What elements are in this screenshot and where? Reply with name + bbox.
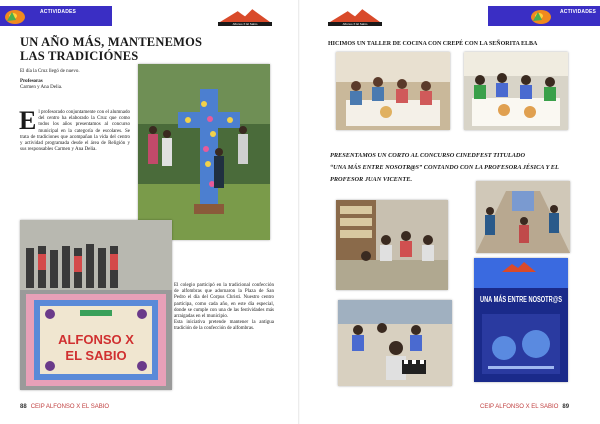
footer-school: CEIP ALFONSO X EL SABIO xyxy=(30,404,110,410)
section-tag: ACTIVIDADES xyxy=(40,9,77,15)
activities-icon xyxy=(530,7,552,25)
article-text: l profesorado conjuntamente con el alumnado del centro ha elaborado la Cruz que como todos los años presentamos al concurso municipal en la categoría de escolares. Se trata de tradiciones que acompañan la vida del centro y actividad programada desde el área de Religión y sus responsables Carmen y Ana Delia. xyxy=(20,110,130,153)
credit-label: Profesoras xyxy=(20,79,43,85)
cooking-photo-2 xyxy=(464,52,568,130)
intro-line: El día la Cruz llegó de nuevo. xyxy=(20,69,80,74)
movie-poster xyxy=(474,258,568,382)
footer xyxy=(20,404,109,410)
poster-title: UNA MÁS ENTRE NOSOTR@S xyxy=(480,295,563,304)
mountain-icon xyxy=(218,8,272,22)
footer-school: CEIP ALFONSO X EL SABIO xyxy=(480,404,559,410)
carpet-text-1: ALFONSO X xyxy=(58,332,134,347)
footer xyxy=(480,404,569,410)
section-ribbon xyxy=(0,6,112,26)
school-logo: Alfonso X El Sabio xyxy=(328,8,382,26)
section-ribbon xyxy=(488,6,600,26)
classroom-photo-1 xyxy=(336,200,448,290)
school-logo: Alfonso X El Sabio xyxy=(218,8,272,26)
cooking-heading: HICIMOS UN TALLER DE COCINA CON CREPÉ CON LA SEÑORITA ELBA xyxy=(328,41,538,47)
cinema-heading-line: PRESENTAMOS UN CORTO AL CONCURSO CINEDFEST TITULADO xyxy=(330,152,526,159)
corridor-photo xyxy=(476,181,570,253)
carpet-photo xyxy=(20,220,172,390)
right-page xyxy=(300,0,600,424)
classroom-photo-2 xyxy=(338,300,452,386)
article-body xyxy=(19,106,130,153)
activities-icon xyxy=(4,7,26,25)
page-number: 89 xyxy=(562,404,570,410)
article-paragraph: Esta iniciativa pretende mantener la antigua tradición de la confección de alfombras. xyxy=(174,320,274,332)
page-number: 88 xyxy=(20,404,27,410)
mountain-icon xyxy=(328,8,382,22)
cross-photo xyxy=(138,64,270,240)
section-tag: ACTIVIDADES xyxy=(560,9,597,15)
page-title: UN AÑO MÁS, MANTENEMOS LAS TRADICIÓNES xyxy=(20,35,203,63)
carpet-text-2: EL SABIO xyxy=(65,348,127,363)
drop-cap: E xyxy=(19,106,37,135)
cinema-heading-line: “UNA MÁS ENTRE NOSOTR@S” CONTANDO CON LA PROFESORA JÉSICA Y EL xyxy=(330,164,559,171)
credit-names: Carmen y Ana Delia. xyxy=(20,85,63,91)
article-body-2 xyxy=(174,283,274,333)
article-paragraph: El colegio participó en la tradicional confección de alfombras que adornaron la Plaza de San Pedro el día del Corpus Christi. Nuestro centro participa, como cada año, en este día especial, donde se cumple con una de las festividades más arraigadas en el municipio. xyxy=(174,283,274,320)
cinema-heading-line: PROFESOR JUAN VICENTE. xyxy=(330,176,413,183)
cooking-photo-1 xyxy=(336,52,450,130)
intro-block xyxy=(20,69,130,92)
